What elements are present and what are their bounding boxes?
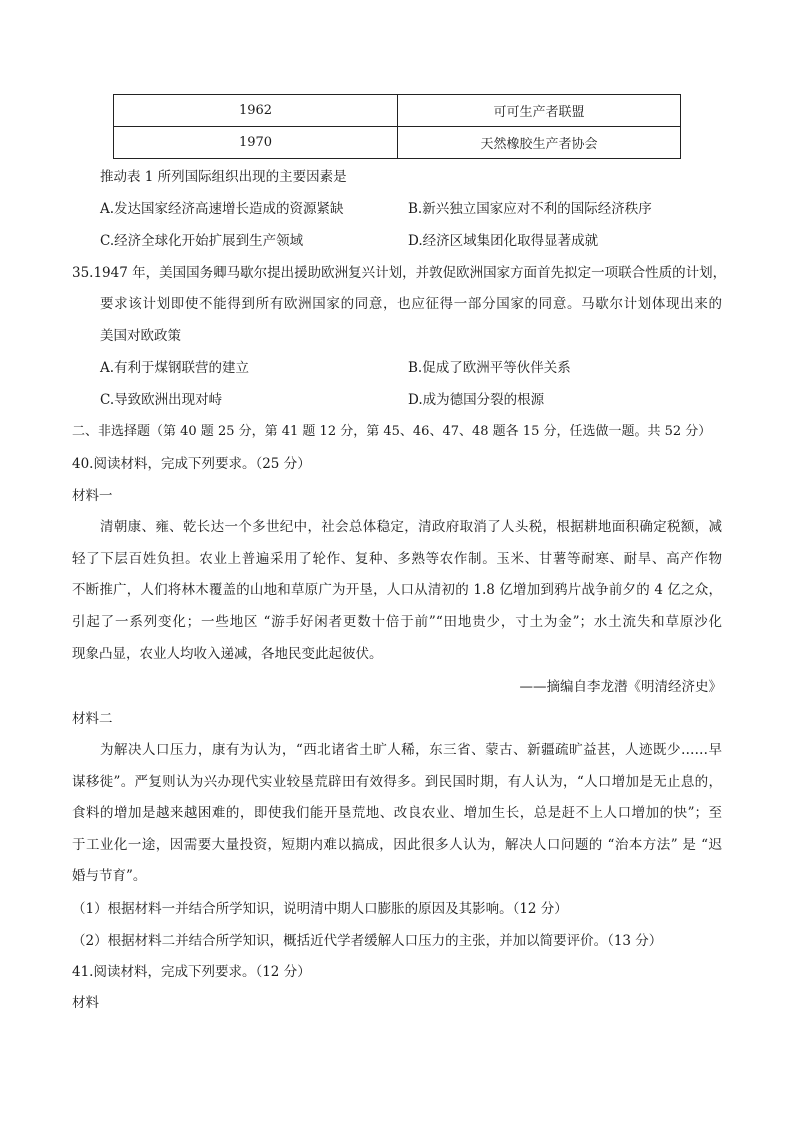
material-two-line: 谋移徙”。严复则认为兴办现代实业较垦荒辟田有效得多。到民国时期，有人认为，“人口增加是无止息的， xyxy=(72,774,722,790)
table-row xyxy=(114,127,681,159)
material-one-source: ——摘编自李龙潜《明清经济史》 xyxy=(519,679,722,695)
organization-table xyxy=(113,94,681,159)
q35-stem-line: 35.1947 年，美国国务卿马歇尔提出援助欧洲复兴计划，并敦促欧洲国家方面首先拟定一项联合性质的计划， xyxy=(72,265,727,281)
material-two-label: 材料二 xyxy=(72,711,113,727)
q40-task-2: （2）根据材料二并结合所学知识，概括近代学者缓解人口压力的主张，并加以简要评价。（13 分） xyxy=(72,933,663,949)
q34-option-d: D.经济区域集团化取得显著成就 xyxy=(408,233,599,249)
q34-option-b: B.新兴独立国家应对不利的国际经济秩序 xyxy=(408,201,652,217)
q40-title: 40.阅读材料，完成下列要求。（25 分） xyxy=(72,456,311,472)
material-one-line: 引起了一系列变化；一些地区 “游手好闲者更数十倍于前”“田地贵少，寸土为金”；水土流失和草原沙化 xyxy=(72,614,722,630)
q35-stem-line: 美国对欧政策 xyxy=(100,328,181,344)
material-two-line: 于工业化一途，因需要大量投资，短期内难以搞成，因此很多人认为，解决人口问题的 “治本方法” 是 “迟 xyxy=(72,837,722,853)
material-two-line: 为解决人口压力，康有为认为，“西北诸省土旷人稀，东三省、蒙古、新疆疏旷益甚，人迹既少……早 xyxy=(100,742,722,758)
q35-option-b: B.促成了欧洲平等伙伴关系 xyxy=(408,360,571,376)
material-one-line: 现象凸显，农业人均收入递减，各地民变此起彼伏。 xyxy=(72,646,383,662)
q35-option-d: D.成为德国分裂的根源 xyxy=(408,392,545,408)
material-one-line: 不断推广，人们将林木覆盖的山地和草原广为开垦，人口从清初的 1.8 亿增加到鸦片战争前夕的 4 亿之众， xyxy=(72,582,722,598)
q41-material-label: 材料 xyxy=(72,995,99,1011)
q34-option-c: C.经济全球化开始扩展到生产领域 xyxy=(100,233,304,249)
material-two-line: 食料的增加是越来越困难的，即使我们能开垦荒地、改良农业、增加生长，总是赶不上人口增加的快”；至 xyxy=(72,805,722,821)
q35-option-a: A.有利于煤钢联营的建立 xyxy=(100,360,250,376)
material-one-label: 材料一 xyxy=(72,488,113,504)
table-cell-org: 可可生产者联盟 xyxy=(398,95,681,127)
q35-stem-line: 要求该计划即使不能得到所有欧洲国家的同意，也应征得一部分国家的同意。马歇尔计划体现出来的 xyxy=(100,296,722,312)
material-two-line: 婚与节育”。 xyxy=(72,868,147,884)
q35-option-c: C.导致欧洲出现对峙 xyxy=(100,392,223,408)
table-row xyxy=(114,95,681,127)
table-cell-year: 1962 xyxy=(114,95,398,127)
q34-option-a: A.发达国家经济高速增长造成的资源紧缺 xyxy=(100,201,344,217)
material-one-line: 清朝康、雍、乾长达一个多世纪中，社会总体稳定，清政府取消了人头税，根据耕地面积确定税额，减 xyxy=(100,519,722,535)
q40-task-1: （1）根据材料一并结合所学知识，说明清中期人口膨胀的原因及其影响。（12 分） xyxy=(72,901,568,917)
material-one-line: 轻了下层百姓负担。农业上普遍采用了轮作、复种、多熟等农作制。玉米、甘薯等耐寒、耐旱、高产作物 xyxy=(72,551,722,567)
table-cell-org: 天然橡胶生产者协会 xyxy=(398,127,681,159)
table-cell-year: 1970 xyxy=(114,127,398,159)
section-heading: 二、非选择题（第 40 题 25 分，第 41 题 12 分，第 45、46、47、48 题各 15 分，任选做一题。共 52 分） xyxy=(72,424,712,439)
q41-title: 41.阅读材料，完成下列要求。（12 分） xyxy=(72,964,311,980)
q34-stem: 推动表 1 所列国际组织出现的主要因素是 xyxy=(100,169,347,185)
